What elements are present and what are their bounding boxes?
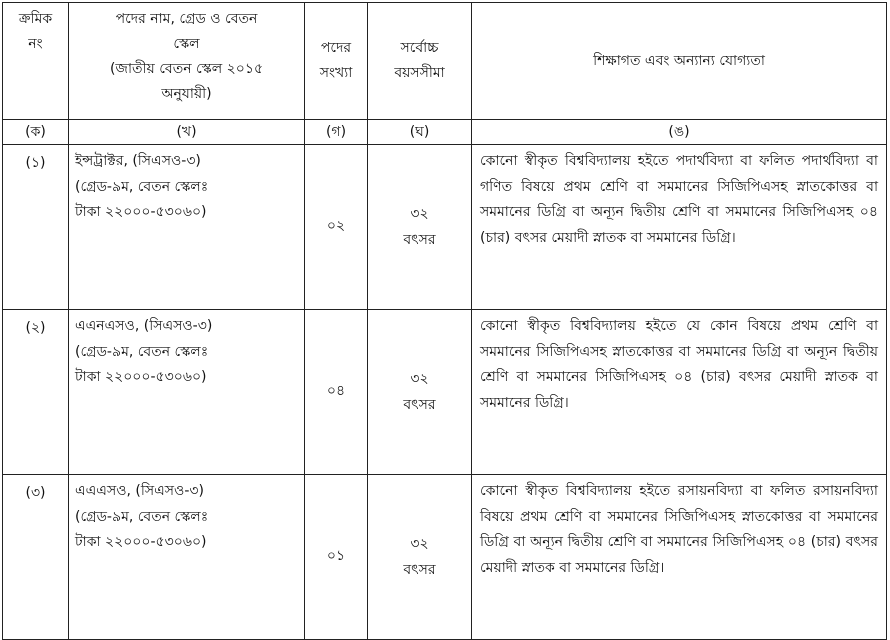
table-row	[3, 145, 887, 310]
age-limit-unit: বৎসর	[403, 397, 436, 413]
post-grade: (গ্রেড-৯ম, বেতন স্কেলঃ	[75, 343, 209, 360]
header-serial-line: নং	[28, 36, 43, 52]
age-limit-value: ৩২	[410, 206, 429, 222]
header-age-line: বয়সসীমা	[394, 65, 445, 81]
post-count-cell: ০১	[305, 475, 368, 640]
header-count-line: সংখ্যা	[319, 65, 353, 81]
column-letter: (খ)	[69, 120, 305, 145]
header-qualification: শিক্ষাগত এবং অন্যান্য যোগ্যতা	[472, 3, 887, 120]
serial-cell: (২)	[3, 310, 69, 475]
age-limit-cell	[368, 145, 472, 310]
post-grade: (গ্রেড-৯ম, বেতন স্কেলঃ	[75, 508, 209, 525]
header-age-line: সর্বোচ্চ	[400, 40, 439, 56]
post-pay-scale: টাকা ২২০০০-৫৩০৬০)	[75, 369, 207, 385]
header-serial	[3, 3, 69, 120]
header-serial-line: ক্রমিক	[18, 11, 53, 27]
age-limit-unit: বৎসর	[403, 562, 436, 578]
qualification-cell: কোনো স্বীকৃত বিশ্ববিদ্যালয় হইতে যে কোন বিষয়ে প্রথম শ্রেণি বা সমমানের সিজিপিএসহ স্নাতকোত্তর বা সমমানের ডিগ্রি বা অন্যূন দ্বিতীয় শ্রেণি বা সমমানের সিজিপিএসহ ০৪ (চার) বৎসর মেয়াদী স্নাতক বা সমমানের ডিগ্রি।	[472, 310, 887, 475]
post-cell	[69, 310, 305, 475]
post-pay-scale: টাকা ২২০০০-৫৩০৬০)	[75, 204, 207, 220]
column-letter-row	[3, 120, 887, 145]
column-letter: (গ)	[305, 120, 368, 145]
column-letter: (ক)	[3, 120, 69, 145]
post-title: এএনএসও, (সিএসও-৩)	[75, 318, 213, 334]
post-pay-scale: টাকা ২২০০০-৫৩০৬০)	[75, 534, 207, 550]
column-letter: (ঙ)	[472, 120, 887, 145]
recruitment-table	[2, 2, 887, 640]
column-letter: (ঘ)	[368, 120, 472, 145]
serial-cell: (১)	[3, 145, 69, 310]
header-post-line: স্কেল	[173, 36, 200, 52]
age-limit-unit: বৎসর	[403, 232, 436, 248]
qualification-cell: কোনো স্বীকৃত বিশ্ববিদ্যালয় হইতে রসায়নবিদ্যা বা ফলিত রসায়নবিদ্যা বিষয়ে প্রথম শ্রেণি বা সমমানের সিজিপিএসহ স্নাতকোত্তর বা সমমানের ডিগ্রি বা অন্যূন দ্বিতীয় শ্রেণি বা সমমানের সিজিপিএসহ ০৪ (চার) বৎসর মেয়াদী স্নাতক বা সমমানের ডিগ্রি।	[472, 475, 887, 640]
post-count-cell: ০৪	[305, 310, 368, 475]
post-title: এএএসও, (সিএসও-৩)	[75, 483, 204, 499]
table-row	[3, 475, 887, 640]
age-limit-cell	[368, 310, 472, 475]
header-post-line: পদের নাম, গ্রেড ও বেতন	[115, 11, 258, 27]
header-count-line: পদের	[320, 40, 352, 56]
post-cell	[69, 475, 305, 640]
table-row	[3, 310, 887, 475]
header-post	[69, 3, 305, 120]
qualification-cell: কোনো স্বীকৃত বিশ্ববিদ্যালয় হইতে পদার্থবিদ্যা বা ফলিত পদার্থবিদ্যা বা গণিত বিষয়ে প্রথম শ্রেণি বা সমমানের সিজিপিএসহ স্নাতকোত্তর বা সমমানের ডিগ্রি বা অন্যূন দ্বিতীয় শ্রেণি বা সমমানের সিজিপিএসহ ০৪ (চার) বৎসর মেয়াদী স্নাতক বা সমমানের ডিগ্রি।	[472, 145, 887, 310]
header-post-line: অনুযায়ী)	[161, 86, 212, 102]
post-grade: (গ্রেড-৯ম, বেতন স্কেলঃ	[75, 178, 209, 195]
age-limit-value: ৩২	[410, 371, 429, 387]
header-post-line: (জাতীয় বেতন স্কেল ২০১৫	[109, 61, 264, 77]
post-count-cell: ০২	[305, 145, 368, 310]
serial-cell: (৩)	[3, 475, 69, 640]
age-limit-value: ৩২	[410, 536, 429, 552]
header-row	[3, 3, 887, 120]
age-limit-cell	[368, 475, 472, 640]
post-title: ইন্সট্রাক্টর, (সিএসও-৩)	[75, 153, 201, 169]
header-count	[305, 3, 368, 120]
post-cell	[69, 145, 305, 310]
header-age	[368, 3, 472, 120]
